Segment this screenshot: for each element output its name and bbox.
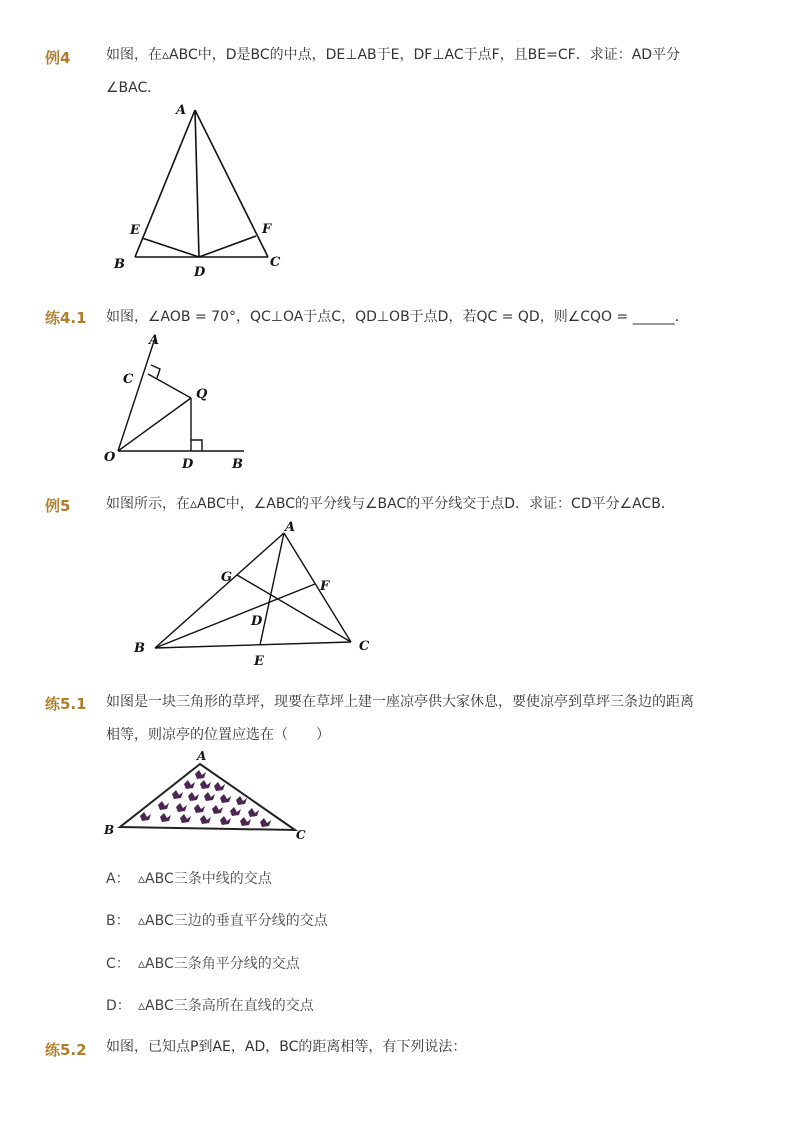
label-f: F [320,579,330,594]
label-c: C [123,372,134,387]
label-f: F [262,222,272,237]
exercise-4-1-tag: 练4.1 [45,309,87,327]
option-a-key: A： [106,871,130,887]
option-c-text: ▵ABC三条角平分线的交点 [138,956,300,972]
example-5-figure [130,515,380,670]
label-e: E [254,654,264,669]
label-b: B [232,457,243,472]
option-d[interactable] [106,995,314,1015]
label-c: C [270,255,281,270]
label-d: D [182,457,194,472]
exercise-4-1-figure [100,330,260,475]
label-d: D [251,614,263,629]
label-a: A [149,333,160,348]
label-d: D [194,265,206,280]
option-a[interactable] [106,868,272,888]
label-c: C [296,828,306,842]
example-4-text-line1: 如图，在▵ABC中，D是BC的中点，DE⊥AB于E，DF⊥AC于点F，且BE=CF．求证：AD平分 [106,47,681,63]
exercise-4-1-text: 如图，∠AOB = 70°，QC⊥OA于点C，QD⊥OB于点D，若QC = QD，则∠CQO = ______． [106,309,689,325]
option-b-key: B： [106,913,130,929]
label-a: A [176,103,187,118]
option-d-key: D： [106,998,131,1014]
option-d-text: ▵ABC三条高所在直线的交点 [138,998,314,1014]
lawn-triangle-figure [100,748,315,843]
label-o: O [104,450,116,465]
exercise-5-1-tag: 练5.1 [45,695,87,713]
exercise-5-1-text-line1: 如图是一块三角形的草坪，现要在草坪上建一座凉亭供大家休息，要使凉亭到草坪三条边的距离 [106,694,694,710]
exercise-5-2-tag: 练5.2 [45,1041,87,1059]
label-b: B [104,823,115,837]
label-b: B [114,257,125,272]
label-b: B [134,641,145,656]
option-c-key: C： [106,956,130,972]
option-b[interactable] [106,910,328,930]
option-c[interactable] [106,953,300,973]
label-g: G [221,570,233,585]
option-b-text: ▵ABC三边的垂直平分线的交点 [138,913,328,929]
example-4-text-line2: ∠BAC． [106,80,162,96]
example-4-tag: 例4 [45,49,71,67]
label-q: Q [196,387,208,402]
example-5-tag: 例5 [45,497,71,515]
label-a: A [197,749,207,763]
label-c: C [359,639,370,654]
example-5-text: 如图所示，在▵ABC中，∠ABC的平分线与∠BAC的平分线交于点D．求证：CD平分∠ACB． [106,496,675,512]
option-a-text: ▵ABC三条中线的交点 [138,871,272,887]
label-a: A [285,520,296,535]
example-4-figure [110,100,290,280]
label-e: E [130,223,140,238]
exercise-5-2-text: 如图，已知点P到AE，AD，BC的距离相等，有下列说法： [106,1039,467,1055]
exercise-5-1-text-line2: 相等，则凉亭的位置应选在（ ） [106,727,330,743]
